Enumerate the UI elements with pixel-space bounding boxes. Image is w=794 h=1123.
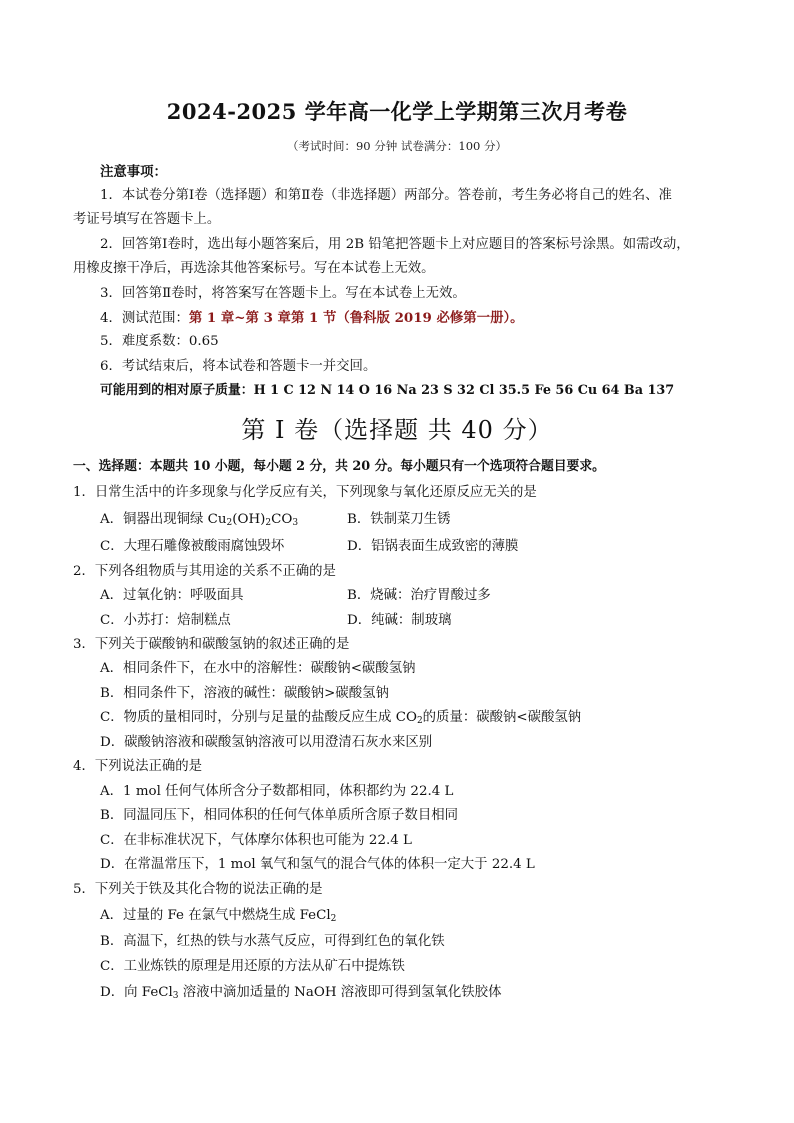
test-scope: 第 1 章~第 3 章第 1 节（鲁科版 2019 必修第一册）。	[188, 310, 524, 326]
notice-item-6: 6．考试结束后，将本试卷和答题卡一并交回。	[100, 359, 377, 374]
question-3-stem: 3．下列关于碳酸钠和碳酸氢钠的叙述正确的是	[73, 637, 350, 652]
notice-item-2b: 用橡皮擦干净后，再选涂其他答案标号。写在本试卷上无效。	[73, 261, 435, 276]
question-2-stem: 2．下列各组物质与其用途的关系不正确的是	[73, 564, 336, 579]
q1a-sub3: 3	[292, 518, 299, 528]
q1a-mid: (OH)	[232, 512, 266, 527]
atomic-mass-line: 可能用到的相对原子质量：H 1 C 12 N 14 O 16 Na 23 S 32 Cl 35.5 Fe 56 Cu 64 Ba 137	[100, 383, 675, 398]
notice-heading: 注意事项：	[100, 164, 167, 180]
notice-item-1a: 1．本试卷分第Ⅰ卷（选择题）和第Ⅱ卷（非选择题）两部分。答卷前，考生务必将自己的姓名、准	[100, 188, 672, 203]
question-5-stem: 5．下列关于铁及其化合物的说法正确的是	[73, 882, 323, 897]
q5d-sub: 3	[172, 991, 179, 1001]
question-5-option-c: C．工业炼铁的原理是用还原的方法从矿石中提炼铁	[100, 959, 405, 974]
question-5-option-d	[100, 983, 501, 1006]
notice-item-3: 3．回答第Ⅱ卷时，将答案写在答题卡上。写在本试卷上无效。	[100, 286, 466, 301]
question-1-option-c: C．大理石雕像被酸雨腐蚀毁坏	[100, 539, 285, 554]
question-2-option-c: C．小苏打：焙制糕点	[100, 613, 231, 628]
notice-item-1b: 考证号填写在答题卡上。	[73, 212, 221, 227]
section-title: 第 I 卷（选择题 共 40 分）	[241, 416, 553, 444]
q5a-sub: 2	[330, 914, 337, 924]
q5d-end: 溶液中滴加适量的 NaOH 溶液即可得到氢氧化铁胶体	[178, 985, 502, 1000]
exam-title: 2024-2025 学年高一化学上学期第三次月考卷	[166, 99, 628, 124]
question-1-option-a	[100, 510, 298, 533]
question-3-option-b: B．相同条件下，溶液的碱性：碳酸钠>碳酸氢钠	[100, 686, 389, 701]
question-2-option-d: D．纯碱：制玻璃	[347, 613, 452, 628]
q1a-sub2: 2	[265, 518, 272, 528]
exam-subtitle: （考试时间：90 分钟 试卷满分：100 分）	[286, 139, 508, 153]
notice-item-4	[100, 308, 760, 329]
question-5-option-b: B．高温下，红热的铁与水蒸气反应，可得到红色的氧化铁	[100, 934, 445, 949]
question-4-option-a: A．1 mol 任何气体所含分子数都相同，体积都约为 22.4 L	[100, 784, 454, 799]
question-2-option-a: A．过氧化钠：呼吸面具	[100, 588, 244, 603]
question-4-option-d: D．在常温常压下，1 mol 氧气和氢气的混合气体的体积一定大于 22.4 L	[100, 857, 535, 872]
question-1-option-b: B．铁制菜刀生锈	[347, 512, 451, 527]
q5d-text: D．向 FeCl	[100, 985, 173, 1000]
question-1-option-d: D．铝锅表面生成致密的薄膜	[347, 539, 519, 554]
question-5-option-a	[100, 906, 336, 929]
question-1-stem: 1．日常生活中的许多现象与化学反应有关，下列现象与氧化还原反应无关的是	[73, 485, 537, 500]
q1a-end: CO	[271, 512, 293, 527]
notice-item-2a: 2．回答第Ⅰ卷时，选出每小题答案后，用 2B 铅笔把答题卡上对应题目的答案标号涂黑。如需改动，	[100, 237, 690, 252]
question-3-option-c	[100, 708, 581, 731]
question-3-option-d: D．碳酸钠溶液和碳酸氢钠溶液可以用澄清石灰水来区别	[100, 735, 433, 750]
q3c-end: 的质量：碳酸钠<碳酸氢钠	[422, 710, 582, 725]
q3c-text: C．物质的量相同时，分别与足量的盐酸反应生成 CO	[100, 710, 417, 725]
section-instruction: 一、选择题：本题共 10 小题，每小题 2 分，共 20 分。每小题只有一个选项符合题目要求。	[73, 459, 605, 474]
notice-item-4-prefix: 4．测试范围：	[100, 311, 189, 326]
question-2-option-b: B．烧碱：治疗胃酸过多	[347, 588, 491, 603]
q1a-sub1: 2	[226, 518, 233, 528]
question-4-option-c: C．在非标准状况下，气体摩尔体积也可能为 22.4 L	[100, 833, 412, 848]
q1a-text: A．铜器出现铜绿 Cu	[100, 512, 227, 527]
question-4-stem: 4．下列说法正确的是	[73, 759, 203, 774]
notice-item-5: 5．难度系数：0.65	[100, 334, 219, 349]
question-4-option-b: B．同温同压下，相同体积的任何气体单质所含原子数目相同	[100, 808, 458, 823]
q5a-text: A．过量的 Fe 在氯气中燃烧生成 FeCl	[100, 908, 331, 923]
question-3-option-a: A．相同条件下，在水中的溶解性：碳酸钠<碳酸氢钠	[100, 661, 416, 676]
q3c-sub: 2	[416, 716, 423, 726]
